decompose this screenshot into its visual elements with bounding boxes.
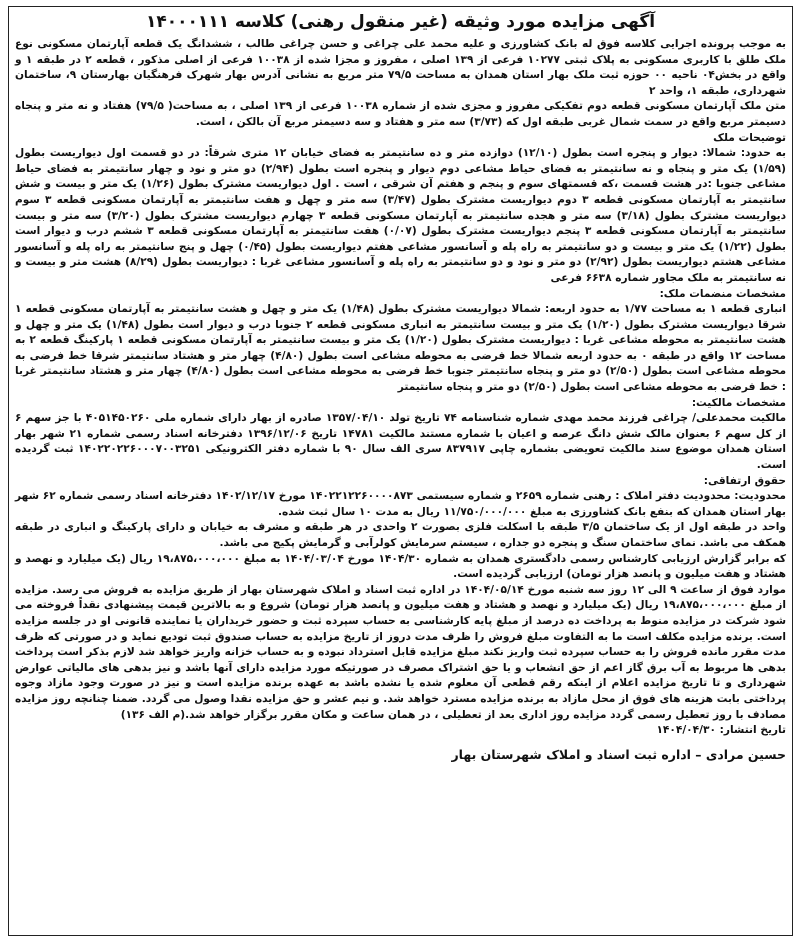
auction-paragraph: موارد فوق از ساعت ۹ الی ۱۲ روز سه شنبه مورخ ۱۴۰۴/۰۵/۱۴ در اداره ثبت اسناد و املاک شهرستان بهار از طریق مزایده به فروش می رسد. مزایده از مبلغ ۱۹،۸۷۵،۰۰۰،۰۰۰ ریال (یک میلیارد و نهصد و هشتاد و هفت میلیون و پانصد هزار تومان) شروع و به بالاترین قیمت پیشنهادی نقداً فروخته می شود شرکت در مزایده منوط به پرداخت ده درصد از مبلغ پایه کارشناسی به حساب سپرده ثبت و حضور خریداران یا نماینده قانونی او در جلسه مزایده است. برنده مزایده مکلف است ما به التفاوت مبلغ فروش را ظرف مدت دروز از تاریخ مزایده به حساب صندوق ثبت تودیع نماید و در صورتی که ظرف مدت مقرر مانده فروش را به حساب سپرده ثبت واریز نکند مبلغ مزایده قابل استرداد نبوده و به حساب خزانه واریز خواهد شد لازم بذکر است پرداخت بدهی ها مربوط به آب برق گاز اعم از حق انشعاب و یا حق اشتراک مصرف در صورتیکه مورد مزایده دارای آنها باشد و نیز بدهی های مالیاتی عوارض شهرداری و تا تاریخ مزایده اعلام از اینکه رقم قطعی آن معلوم شده یا نشده باشد به عهده برنده مزایده است و نیز در صورت وجود مازاد وجوه پرداختی بابت هزینه های فوق از محل مازاد به برنده مزایده مسترد خواهد شد. و نیم عشر و حق مزایده نقدا وصول می گردد. ضمنا چنانچه روز مزایده مصادف با روز تعطیل رسمی گردد مزایده روز اداری بعد از تعطیلی ، در همان ساعت و مکان مقرر برگزار خواهد شد.(م الف ۱۳۶) [15,583,786,721]
intro-paragraph: به موجب پرونده اجرایی کلاسه فوق له بانک کشاورزی و علیه محمد علی چراغی و حسن چراغی طالب ، ششدانگ یک قطعه آپارتمان مسکونی نوع ملک طلق با کاربری مسکونی به پلاک ثبتی ۱۰۲۷۷ فرعی از ۱۳۹ اصلی ، مفروز و مجزا شده از ۱۰۰۳۸ فرعی از اصلی مذکور ، قطعه ۲ در طبقه ۱ و واقع در بخش۰۴ ناحیه ۰۰ حوزه ثبت ملک بهار استان همدان به مساحت ۷۹/۵ متر مربع به نشانی آدرس بهار شهرک فرهنگیان بهارستان ۹، ساختمان شهرداری، طبقه ۱، واحد ۲ [15,38,787,97]
description-heading: توضیحات ملک [713,131,786,144]
signature-line: حسین مرادی – اداره ثبت اسناد و املاک شهرستان بهار [451,746,786,762]
rights-heading: حقوق ارتفاقی: [703,474,786,487]
restrictions-paragraph: محدودیت: محدودیت دفتر املاک : رهنی شماره ۲۶۵۹ و شماره سیستمی ۱۴۰۲۲۱۲۲۶۰۰۰۰۸۷۳ مورخ ۱۴۰۲/۱۲/۱۷ دفترخانه اسناد رسمی شماره ۶۲ شهر بهار استان همدان که بنفع بانک کشاورزی به مبلغ ۱۱/۷۵۰/۰۰۰/۰۰۰ ریال به مدت ۱۰ سال ثبت شده. [15,490,786,518]
appurtenances-heading: مشخصات منضمات ملک: [659,287,786,300]
boundaries-paragraph: به حدود: شمالا: دیوار و پنجره است بطول (۱۲/۱۰) دوازده متر و ده سانتیمتر به فضای خیابان ۱۲ متری شرقاً: در دو قسمت اول دیواریست بطول (۱/۵۹) یک متر و پنجاه و نه سانتیمتر به فضای حیاط مشاعی دوم دیوار و پنجره است بطول (۲/۹۴) دو متر و نود و چهار سانتیمتر به فضای حیاط مشاعی جنوبا :در هشت قسمت ،که قسمتهای سوم و پنجم و هفتم آن شرقی ، است . اول دیواریست مشترک بطول (۱/۲۶) یک متر و بیست و شش سانتیمتر به آپارتمان مسکونی قطعه ۳ دوم دیواریست مشترک بطول (۳/۴۷) سه متر و چهل و هفت سانتیمتر به آپارتمان مسکونی قطعه ۳ سوم دیواریست مشترک بطول (۳/۱۸) سه متر و هجده سانتیمتر به آپارتمان مسکونی قطعه ۳ چهارم دیواریست مشترک بطول (۳/۲۰) سه متر و بیست سانتیمتر به آپارتمان مسکونی قطعه ۳ پنجم دیواریست مشترک بطول (۰/۰۷) هفت سانتیمتر به آپارتمان مسکونی قطعه ۳ ششم درب و دیوار است بطول (۱/۲۲) یک متر و بیست و دو سانتیمتر به راه پله و آسانسور مشاعی هفتم دیواریست بطول (۰/۴۵) چهل و پنج سانتیمتر به راه پله و آسانسور مشاعی هشتم دیواریست بطول (۲/۹۲) دو متر و نود و دو سانتیمتر به راه پله و آسانسور مشاعی غربا : دیواریست بطول (۸/۲۹) هشت متر و بیست و نه سانتیمتر به ملک مجاور شماره ۶۶۳۸ فرعی [15,147,787,284]
building-description-paragraph: واحد در طبقه اول از یک ساختمان ۳/۵ طبقه با اسکلت فلزی بصورت ۲ واحدی در هر طبقه و مشرف به خیابان و دارای پارکینگ و انباری در طبقه همکف می باشد. نمای ساختمان سنگ و پنجره دو جداره ، سیستم سرمایش کولرآبی و گرمایش پکیج می باشد. [15,521,786,549]
ownership-heading: مشخصات مالکیت: [691,396,786,409]
notice-title: آگهی مزایده مورد وثیقه (غیر منقول رهنی) کلاسه ۱۴۰۰۰۱۱۱ [145,12,656,32]
property-text-paragraph: متن ملک آپارتمان مسکونی قطعه دوم تفکیکی مفروز و مجزی شده از شماره ۱۰۰۳۸ فرعی از ۱۳۹ اصلی ، به مساحت( ۷۹/۵) هفتاد و نه متر و پنجاه دسیمتر مربع واقع در سمت شمال غربی طبقه اول که (۳/۷۳) سه متر و هفتاد و سه دسیمتر مربع آن بالکن ، است. [15,100,786,128]
notice-document [8,6,793,936]
valuation-paragraph: که برابر گزارش ارزیابی کارشناس رسمی دادگستری همدان به شماره ۱۴۰۴/۳۰ مورخ ۱۴۰۴/۰۳/۰۴ به مبلغ ۱۹،۸۷۵،۰۰۰،۰۰۰ ریال (یک میلیارد و نهصد و هشتاد و هفت میلیون و پانصد هزار تومان) ارزیابی گردیده است. [15,552,786,581]
appurtenances-paragraph: انباری قطعه ۱ به مساحت ۱/۷۷ به حدود اربعه: شمالا دیواریست مشترک بطول (۱/۴۸) یک متر و چهل و هشت سانتیمتر به آپارتمان مسکونی قطعه ۱ شرقا دیواریست مشترک بطول (۱/۲۰) یک متر و بیست سانتیمتر به انباری مسکونی قطعه ۲ جنوبا درب و دیوار است بطول (۱/۴۸) یک متر و چهل و هشت سانتیمتر به محوطه مشاعی غربا : دیواریست مشترک بطول (۱/۲۰) یک متر و بیست سانتیمتر به آپارتمان مسکونی قطعه ۱ پارکینگ قطعه ۲ به مساحت ۱۲ واقع در طبقه ۰ به حدود اربعه شمالا خط فرضی به محوطه مشاعی است بطول (۴/۸۰) چهار متر و هشتاد سانتیمتر شرقا خط فرضی به محوطه مشاعی است بطول (۲/۵۰) دو متر و پنجاه سانتیمتر جنوبا خط فرضی به محوطه مشاعی است بطول (۴/۸۰) چهار متر و هشتاد سانتیمتر غربا : خط فرضی به محوطه مشاعی است بطول (۲/۵۰) دو متر و پنجاه سانتیمتر [15,303,787,394]
publish-date: تاریخ انتشار: ۱۴۰۴/۰۴/۳۰ [656,724,786,737]
ownership-paragraph: مالکیت محمدعلی/ چراغی فرزند محمد مهدی شماره شناسنامه ۷۴ تاریخ تولد ۱۳۵۷/۰۴/۱۰ صادره از بهار دارای شماره ملی ۴۰۵۱۴۵۰۲۶۰ با جز سهم ۶ از کل سهم ۶ بعنوان مالک شش دانگ عرصه و اعیان با شماره مستند مالکیت ۱۴۷۸۱ تاریخ ۱۳۹۶/۱۲/۰۶ دفترخانه اسناد رسمی شماره ۲۱ شهر بهار استان همدان موضوع سند مالکیت تعویضی بشماره چاپی ۸۳۷۹۱۷ سری الف سال ۹۰ با شماره دفتر الکترونیکی ۱۴۰۲۲۰۲۲۶۰۰۰۷۰۰۳۲۵۱ ثبت گردیده است. [15,412,787,472]
